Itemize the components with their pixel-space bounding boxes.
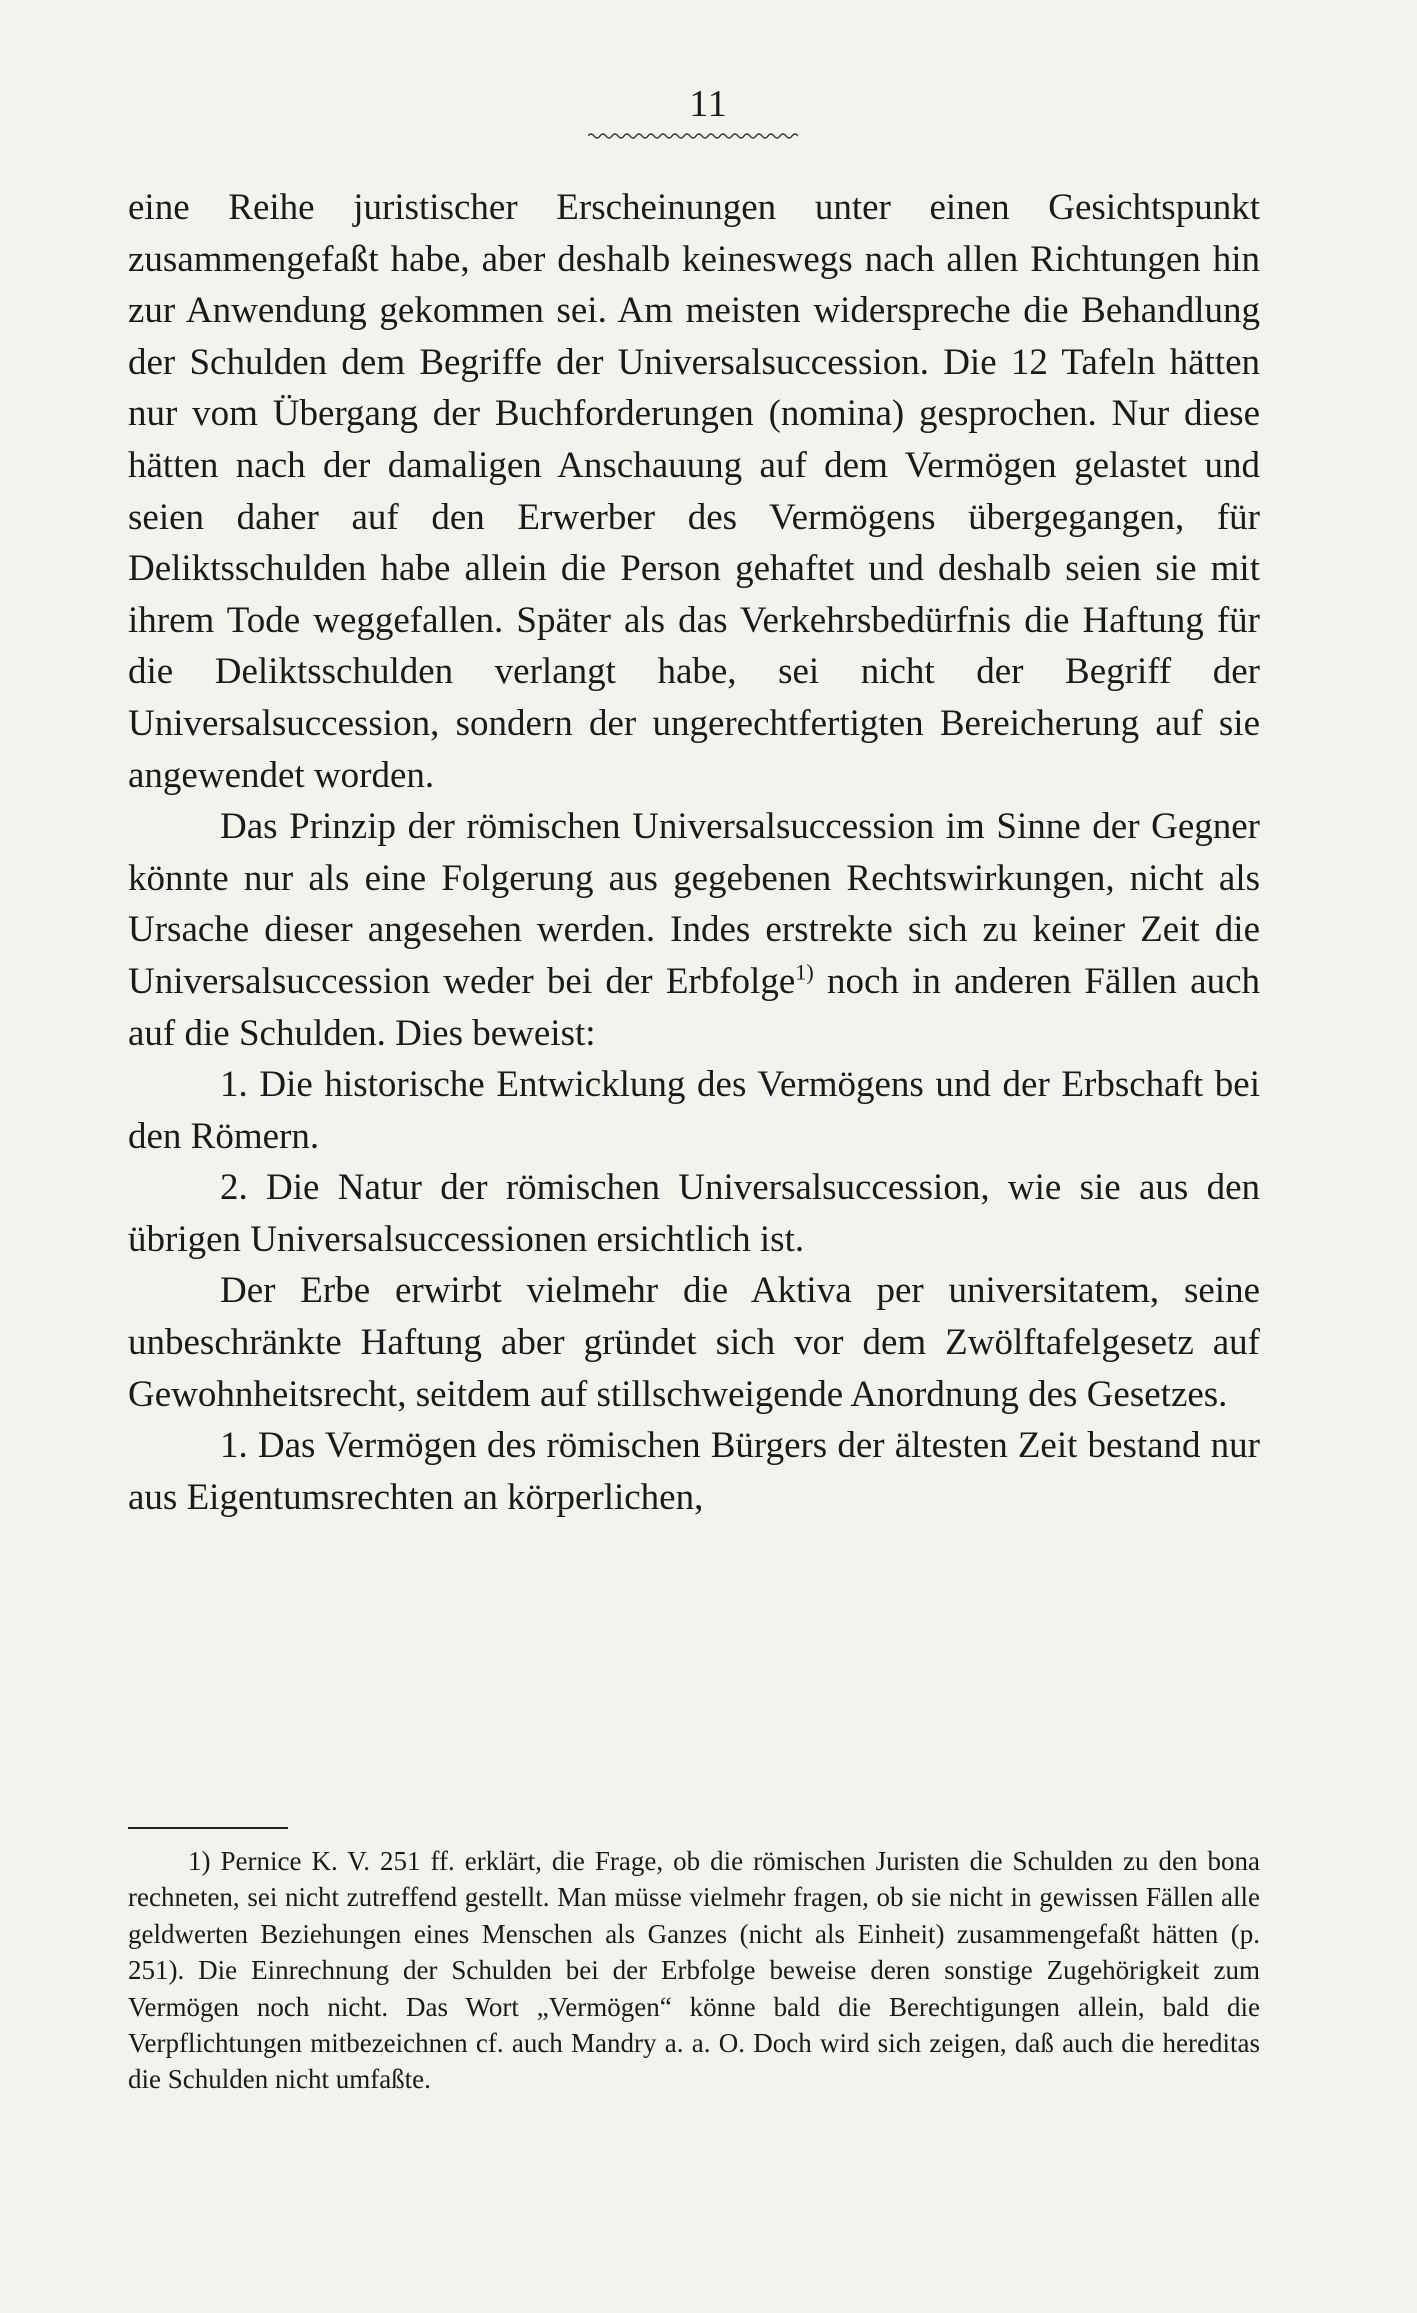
list-item: 2. Die Natur der römischen Universalsuccession, wie sie aus den übrigen Universalsuccessionen ersichtlich ist.: [128, 1167, 1260, 1260]
footnote: 1) Pernice K. V. 251 ff. erklärt, die Frage, ob die römischen Juristen die Schulden zu den bona rechneten, sei nicht zutreffend gestellt. Man müsse vielmehr fragen, ob sie nicht in gewissen Fällen alle geldwerten Beziehungen eines Menschen als Ganzes (nicht als Einheit) zusammengefaßt hätten (p. 251). Die Einrechnung der Schulden bei der Erbfolge beweise deren sonstige Zugehörigkeit zum Vermögen noch nicht. Das Wort „Vermögen“ könne bald die Berechtigungen allein, bald die Verpflichtungen mitbezeichnen cf. auch Mandry a. a. O. Doch wird sich zeigen, daß auch die hereditas die Schulden nicht umfaßte.: [128, 1846, 1260, 2095]
footnotes: [128, 1843, 1260, 2098]
paragraph: eine Reihe juristischer Erscheinungen unter einen Gesichtspunkt zusammengefaßt habe, aber deshalb keineswegs nach allen Richtungen hin zur Anwendung gekommen sei. Am meisten widerspreche die Behandlung der Schulden dem Begriffe der Universalsuccession. Die 12 Tafeln hätten nur vom Übergang der Buchforderungen (nomina) gesprochen. Nur diese hätten nach der damaligen Anschauung auf dem Vermögen gelastet und seien daher auf den Erwerber des Vermögens übergegangen, für Deliktsschulden habe allein die Person gehaftet und deshalb seien sie mit ihrem Tode weggefallen. Später als das Verkehrsbedürfnis die Haftung für die Deliktsschulden verlangt habe, sei nicht der Begriff der Universalsuccession, sondern der ungerechtfertigten Bereicherung auf sie angewendet worden.: [128, 187, 1260, 796]
paragraph-text: Das Prinzip der römischen Universalsuccession im Sinne der Gegner könnte nur als eine Folgerung aus gegebenen Rechtswirkungen, nicht als Ursache dieser angesehen werden. Indes erstrekte sich zu keiner Zeit die Universalsuccession weder bei der Erbfolge: [128, 806, 1260, 1002]
footnote-divider: [128, 1827, 288, 1829]
page-number: 11: [689, 83, 728, 125]
paragraph-text: noch in anderen Fällen auch auf die Schulden. Dies beweist:: [128, 960, 1260, 1054]
list-item: 1. Das Vermögen des römischen Bürgers der ältesten Zeit bestand nur aus Eigentumsrechten an körperlichen,: [128, 1425, 1260, 1518]
footnote-marker: 1): [795, 959, 814, 985]
page-number-ornament: [588, 132, 798, 140]
paragraph: [128, 801, 1260, 1059]
list-item: 1. Die historische Entwicklung des Vermögens und der Erbschaft bei den Römern.: [128, 1064, 1260, 1157]
main-text: [128, 182, 1260, 1523]
paragraph: Der Erbe erwirbt vielmehr die Aktiva per universitatem, seine unbeschränkte Haftung aber gründet sich vor dem Zwölftafelgesetz auf Gewohnheitsrecht, seitdem auf stillschweigende Anordnung des Gesetzes.: [128, 1270, 1260, 1415]
